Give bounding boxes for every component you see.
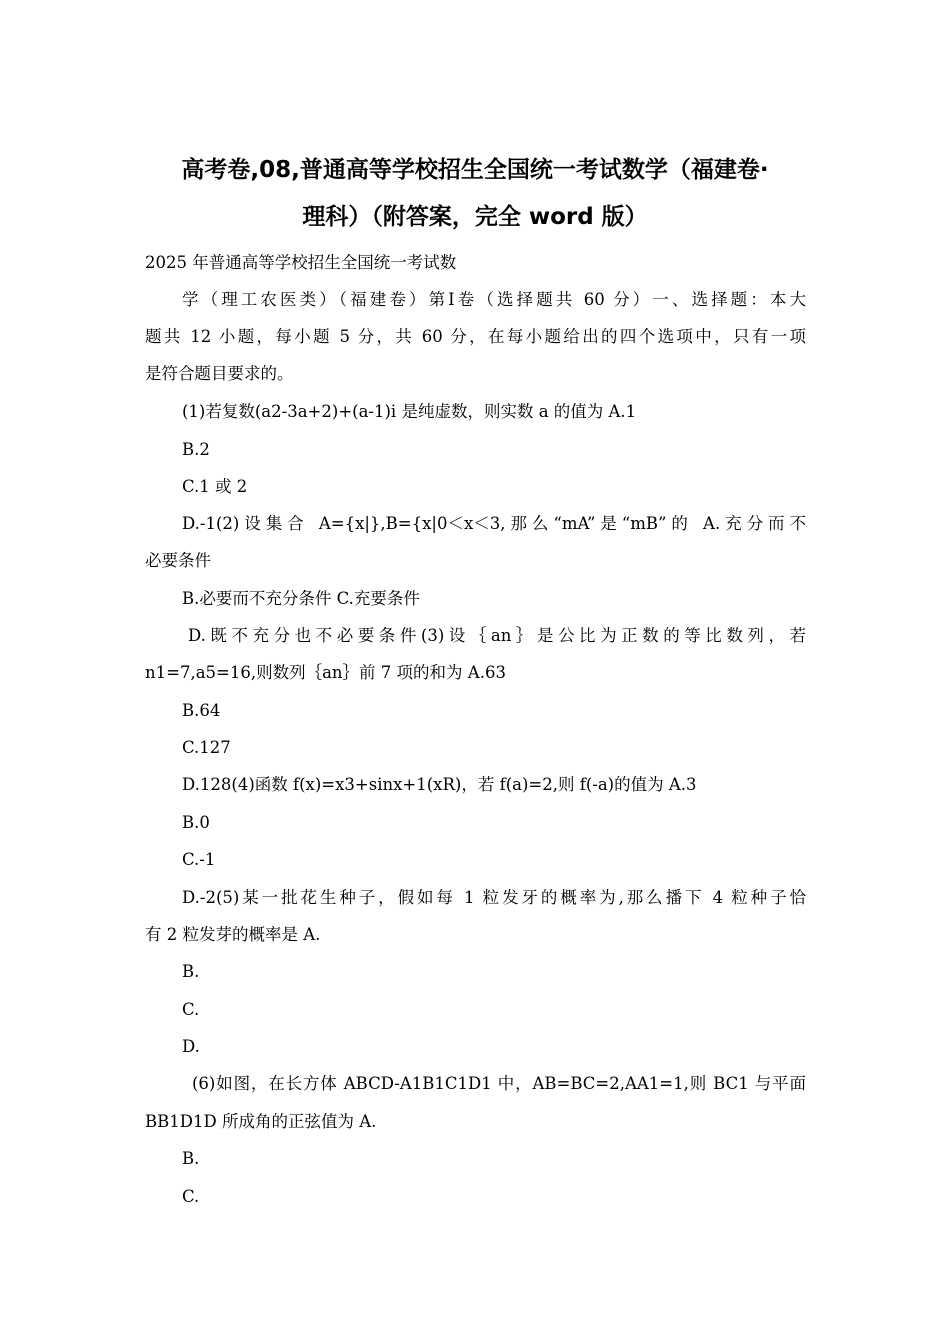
question-line: 必要条件: [145, 551, 211, 570]
question-line: BB1D1D 所成角的正弦值为 A.: [145, 1112, 377, 1131]
option-line: B.2: [182, 440, 210, 459]
question-line: D.-2(5)某一批花生种子，假如每 1 粒发牙的概率为,那么播下 4 粒种子恰: [182, 888, 806, 907]
option-line: B.必要而不充分条件 C.充要条件: [182, 589, 420, 608]
option-line: C.: [182, 1187, 200, 1206]
question-line: D.-1(2)设集合 A={x|},B={x|0＜x＜3,那么“mA”是“mB”的 A.充分而不: [182, 514, 806, 533]
option-line: D.: [182, 1037, 200, 1056]
paragraph-line: 是符合题目要求的。: [145, 364, 294, 383]
paragraph-line: 学（理工农医类）（福建卷）第Ⅰ卷（选择题共 60 分）一、选择题：本大: [182, 290, 806, 309]
option-line: C.-1: [182, 850, 216, 869]
question-line: D.128(4)函数 f(x)=x3+sinx+1(xR)，若 f(a)=2,则 f(-a)的值为 A.3: [182, 775, 697, 794]
option-line: B.0: [182, 813, 210, 832]
option-line: B.: [182, 962, 200, 981]
question-line: 有 2 粒发芽的概率是 A.: [145, 925, 321, 944]
question-line: (6)如图，在长方体 ABCD-A1B1C1D1 中，AB=BC=2,AA1=1,则 BC1 与平面: [192, 1074, 806, 1093]
question-line: (1)若复数(a2-3a+2)+(a-1)i 是纯虚数，则实数 a 的值为 A.1: [182, 402, 637, 421]
option-line: C.: [182, 1000, 200, 1019]
document-title-line-2: 理科）（附答案，完全 word 版）: [302, 204, 648, 230]
question-line: D.既不充分也不必要条件(3)设｛an｝是公比为正数的等比数列，若: [188, 626, 806, 645]
document-title-line-1: 高考卷,08,普通高等学校招生全国统一考试数学（福建卷·: [181, 157, 769, 183]
paragraph-line: 题共 12 小题，每小题 5 分，共 60 分，在每小题给出的四个选项中，只有一项: [145, 327, 806, 346]
option-line: B.64: [182, 701, 221, 720]
paragraph-line: 2025 年普通高等学校招生全国统一考试数: [145, 253, 457, 272]
option-line: B.: [182, 1149, 200, 1168]
option-line: C.1 或 2: [182, 477, 248, 496]
question-line: n1=7,a5=16,则数列｛an｝前 7 项的和为 A.63: [145, 663, 506, 682]
option-line: C.127: [182, 738, 231, 757]
